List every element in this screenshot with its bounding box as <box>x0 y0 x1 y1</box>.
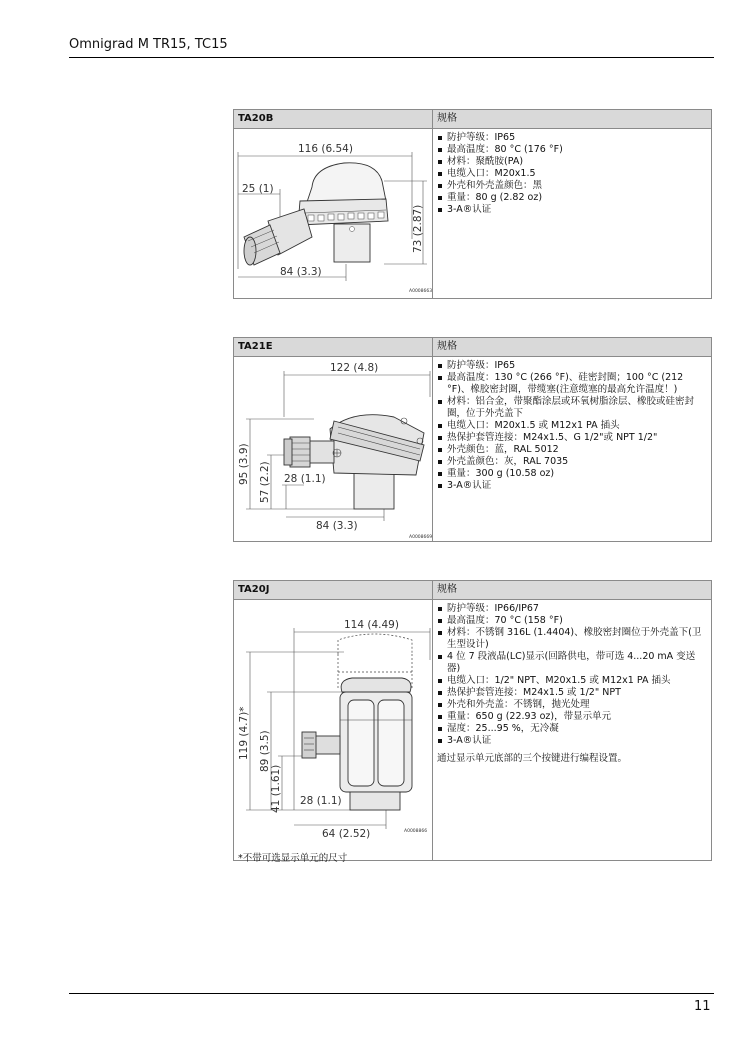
spec-item: 材料：铝合金，带聚酯涂层或环氧树脂涂层、橡胶或硅密封圈，位于外壳盖下 <box>437 396 707 420</box>
spec-item: 材料：聚酰胺(PA) <box>437 156 707 168</box>
spec-item: 最高温度：70 °C (158 °F) <box>437 615 707 627</box>
spec-item: 外壳和外壳盖颜色：黑 <box>437 180 707 192</box>
spec-item: 4 位 7 段液晶(LC)显示(回路供电，带可选 4...20 mA 变送器) <box>437 651 707 675</box>
spec-list <box>437 360 707 492</box>
figure-cell <box>234 129 433 298</box>
programming-note: 通过显示单元底部的三个按键进行编程设置。 <box>437 753 628 764</box>
spec-item: 最高温度：80 °C (176 °F) <box>437 144 707 156</box>
spec-item: 热保护套管连接：M24x1.5、G 1/2"或 NPT 1/2" <box>437 432 707 444</box>
spec-item: 最高温度：130 °C (266 °F)、硅密封圈；100 °C (212 °F)、橡胶密封圈，带缆塞(注意缆塞的最高允许温度！) <box>437 372 707 396</box>
dim-height: 95 (3.9) <box>238 443 250 485</box>
spec-item: 电缆入口：1/2" NPT、M20x1.5 或 M12x1 PA 插头 <box>437 675 707 687</box>
spec-item: 电缆入口：M20x1.5 <box>437 168 707 180</box>
dim-base: 84 (3.3) <box>280 266 322 278</box>
spec-item: 防护等级：IP66/IP67 <box>437 603 707 615</box>
dim-height-total: 119 (4.7)* <box>238 706 250 760</box>
spec-item: 湿度：25...95 %，无冷凝 <box>437 723 707 735</box>
spec-item: 外壳盖颜色：灰，RAL 7035 <box>437 456 707 468</box>
spec-item: 热保护套管连接：M24x1.5 或 1/2" NPT <box>437 687 707 699</box>
dim-width: 122 (4.8) <box>330 362 379 374</box>
spec-cell <box>433 600 711 860</box>
spec-cell <box>433 129 711 298</box>
spec-item: 外壳颜色：蓝，RAL 5012 <box>437 444 707 456</box>
dim-entry-height: 41 (1.61) <box>270 764 282 813</box>
dim-base: 64 (2.52) <box>322 828 371 840</box>
spec-item: 重量：650 g (22.93 oz)，带显示单元 <box>437 711 707 723</box>
dim-neck: 28 (1.1) <box>284 473 326 485</box>
header-rule <box>69 57 714 58</box>
figure-cell <box>234 357 433 541</box>
table-header <box>234 338 711 357</box>
spec-item: 3-A®认证 <box>437 735 707 747</box>
spec-item: 重量：80 g (2.82 oz) <box>437 192 707 204</box>
spec-header: 规格 <box>437 341 457 352</box>
model-name: TA20J <box>234 581 433 599</box>
spec-item: 3-A®认证 <box>437 480 707 492</box>
spec-item: 电缆入口：M20x1.5 或 M12x1 PA 插头 <box>437 420 707 432</box>
figure-footnote: *不带可选显示单元的尺寸 <box>238 853 348 864</box>
table-header <box>234 581 711 600</box>
spec-item: 外壳和外壳盖：不锈钢，抛光处理 <box>437 699 707 711</box>
ta21e-drawing <box>234 357 432 542</box>
dim-entry: 25 (1) <box>242 183 274 195</box>
dim-width: 114 (4.49) <box>344 619 399 631</box>
spec-item: 材料：不锈钢 316L (1.4404)、橡胶密封圈位于外壳盖下(卫生型设计) <box>437 627 707 651</box>
spec-header: 规格 <box>437 584 457 595</box>
spec-item: 3-A®认证 <box>437 204 707 216</box>
dim-base: 84 (3.3) <box>316 520 358 532</box>
spec-item: 防护等级：IP65 <box>437 132 707 144</box>
figure-code: A0008663 <box>409 289 432 294</box>
model-name: TA21E <box>234 338 433 356</box>
spec-list <box>437 132 707 216</box>
figure-code: A0008669 <box>409 535 432 540</box>
dim-height: 89 (3.5) <box>259 730 271 772</box>
dim-height: 73 (2.87) <box>412 204 424 253</box>
spec-list <box>437 603 707 747</box>
ta20b-drawing <box>234 129 432 299</box>
spec-item: 重量：300 g (10.58 oz) <box>437 468 707 480</box>
footer-rule <box>69 993 714 994</box>
spec-header: 规格 <box>437 113 457 124</box>
dim-width: 116 (6.54) <box>298 143 353 155</box>
spec-table-ta20b <box>233 109 712 299</box>
ta20j-drawing <box>234 600 432 862</box>
figure-code: A0008866 <box>404 829 428 834</box>
document-header-title: Omnigrad M TR15, TC15 <box>69 37 228 52</box>
spec-table-ta20j <box>233 580 712 864</box>
model-name: TA20B <box>234 110 433 128</box>
spec-cell <box>433 357 711 541</box>
figure-cell <box>234 600 433 864</box>
dim-entry-height: 57 (2.2) <box>259 461 271 503</box>
dim-neck: 28 (1.1) <box>300 795 342 807</box>
page-number: 11 <box>694 999 711 1014</box>
table-header <box>234 110 711 129</box>
spec-item: 防护等级：IP65 <box>437 360 707 372</box>
spec-table-ta21e <box>233 337 712 542</box>
